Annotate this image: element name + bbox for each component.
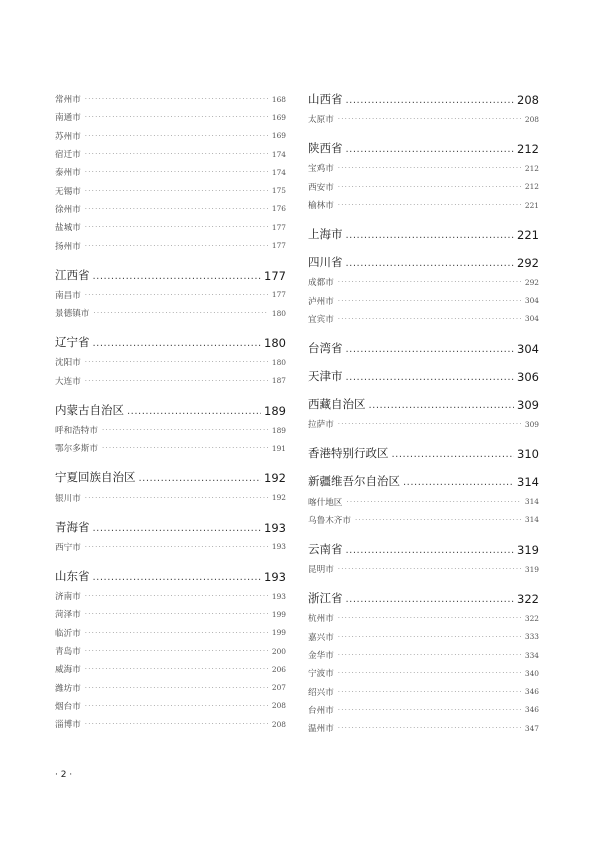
city-entry[interactable]: [55, 353, 286, 371]
dot-leader: [338, 688, 521, 696]
dot-leader: [85, 377, 268, 385]
dot-leader: [338, 614, 521, 622]
province-entry[interactable]: [55, 567, 286, 584]
city-name: 泸州市: [308, 296, 334, 307]
city-name: 潍坊市: [55, 683, 81, 694]
city-entry[interactable]: [55, 587, 286, 605]
province-page-number: 177: [264, 268, 286, 283]
city-entry[interactable]: [308, 178, 539, 196]
city-name: 西安市: [308, 182, 334, 193]
province-page-number: 180: [264, 336, 286, 351]
dot-leader: [338, 706, 521, 714]
city-entry[interactable]: [55, 439, 286, 457]
city-entry[interactable]: [55, 108, 286, 126]
city-page-number: 304: [524, 314, 539, 324]
dot-leader: [85, 242, 268, 250]
province-entry[interactable]: [55, 266, 286, 283]
province-entry[interactable]: [308, 540, 539, 557]
dot-leader: [139, 472, 262, 485]
dot-leader: [338, 669, 521, 677]
toc-right-column: [308, 90, 539, 737]
dot-leader: [102, 444, 268, 452]
city-name: 苏州市: [55, 131, 81, 142]
city-page-number: 334: [524, 650, 539, 660]
dot-leader: [93, 309, 268, 317]
dot-leader: [85, 358, 268, 366]
city-page-number: 191: [271, 443, 286, 453]
city-page-number: 192: [271, 493, 286, 503]
city-entry[interactable]: [308, 664, 539, 682]
city-name: 宜宾市: [308, 314, 334, 325]
city-entry[interactable]: [308, 628, 539, 646]
city-entry[interactable]: [55, 715, 286, 733]
province-name: 青海省: [55, 519, 90, 534]
dot-leader: [102, 426, 268, 434]
city-name: 济南市: [55, 592, 81, 603]
city-entry[interactable]: [55, 642, 286, 660]
province-group: [308, 367, 539, 384]
city-page-number: 221: [524, 200, 539, 210]
city-page-number: 180: [271, 308, 286, 318]
dot-leader: [346, 343, 515, 356]
province-group: [55, 518, 286, 556]
province-name: 宁夏回族自治区: [55, 470, 136, 485]
province-page-number: 292: [517, 256, 539, 271]
province-name: 西藏自治区: [308, 397, 366, 412]
dot-leader: [338, 278, 521, 286]
province-page-number: 189: [264, 403, 286, 418]
city-page-number: 199: [271, 628, 286, 638]
city-page-number: 174: [271, 149, 286, 159]
city-name: 宝鸡市: [308, 164, 334, 175]
province-name: 新疆维吾尔自治区: [308, 474, 400, 489]
city-entry[interactable]: [308, 646, 539, 664]
dot-leader: [346, 143, 515, 156]
province-entry[interactable]: [55, 333, 286, 350]
city-entry[interactable]: [55, 286, 286, 304]
city-page-number: 168: [271, 94, 286, 104]
dot-leader: [346, 544, 515, 557]
city-page-number: 206: [271, 664, 286, 674]
province-name: 上海市: [308, 227, 343, 242]
province-entry[interactable]: [308, 225, 539, 242]
page-number: · 2 ·: [55, 770, 73, 780]
city-name: 大连市: [55, 376, 81, 387]
city-page-number: 208: [524, 114, 539, 124]
city-name: 西宁市: [55, 542, 81, 553]
city-name: 青岛市: [55, 647, 81, 658]
city-name: 菏泽市: [55, 610, 81, 621]
city-entry[interactable]: [55, 145, 286, 163]
province-entry[interactable]: [308, 472, 539, 489]
province-group: [308, 225, 539, 242]
dot-leader: [338, 315, 521, 323]
dot-leader: [93, 571, 262, 584]
city-entry[interactable]: [55, 218, 286, 236]
city-page-number: 346: [524, 687, 539, 697]
city-entry[interactable]: [308, 511, 539, 529]
province-entry[interactable]: [55, 518, 286, 535]
province-name: 辽宁省: [55, 335, 90, 350]
city-entry[interactable]: [55, 538, 286, 556]
dot-leader: [93, 270, 262, 283]
city-name: 绍兴市: [308, 687, 334, 698]
dot-leader: [85, 494, 268, 502]
city-entry[interactable]: [55, 660, 286, 678]
province-entry[interactable]: [308, 339, 539, 356]
dot-leader: [93, 522, 262, 535]
city-name: 太原市: [308, 115, 334, 126]
city-page-number: 177: [271, 222, 286, 232]
city-entry[interactable]: [55, 697, 286, 715]
city-page-number: 175: [271, 186, 286, 196]
province-entry[interactable]: [55, 401, 286, 418]
city-name: 成都市: [308, 278, 334, 289]
city-page-number: 346: [524, 705, 539, 715]
dot-leader: [346, 593, 515, 606]
dot-leader: [85, 647, 268, 655]
city-name: 盐城市: [55, 223, 81, 234]
city-entry[interactable]: [55, 200, 286, 218]
province-page-number: 304: [517, 342, 539, 357]
province-name: 台湾省: [308, 341, 343, 356]
city-entry[interactable]: [308, 291, 539, 309]
dot-leader: [338, 651, 521, 659]
dot-leader: [346, 257, 515, 270]
province-name: 香港特别行政区: [308, 446, 389, 461]
city-entry[interactable]: [308, 110, 539, 128]
city-entry[interactable]: [308, 492, 539, 510]
city-entry[interactable]: [55, 624, 286, 642]
dot-leader: [355, 516, 521, 524]
dot-leader: [369, 399, 515, 412]
province-page-number: 309: [517, 398, 539, 413]
province-entry[interactable]: [308, 139, 539, 156]
city-entry[interactable]: [55, 181, 286, 199]
city-name: 鄂尔多斯市: [55, 444, 98, 455]
dot-leader: [85, 205, 268, 213]
city-name: 威海市: [55, 665, 81, 676]
city-page-number: 193: [271, 591, 286, 601]
city-entry[interactable]: [55, 90, 286, 108]
city-page-number: 309: [524, 419, 539, 429]
dot-leader: [338, 297, 521, 305]
province-name: 天津市: [308, 369, 343, 384]
city-entry[interactable]: [308, 609, 539, 627]
province-page-number: 306: [517, 370, 539, 385]
city-page-number: 347: [524, 723, 539, 733]
province-group: [308, 253, 539, 328]
dot-leader: [85, 665, 268, 673]
dot-leader: [338, 420, 521, 428]
province-entry[interactable]: [308, 395, 539, 412]
city-name: 常州市: [55, 95, 81, 106]
dot-leader: [346, 229, 515, 242]
province-group: [308, 540, 539, 578]
province-group: [308, 444, 539, 461]
dot-leader: [85, 684, 268, 692]
city-page-number: 169: [271, 112, 286, 122]
province-name: 江西省: [55, 267, 90, 282]
province-page-number: 192: [264, 471, 286, 486]
dot-leader: [85, 629, 268, 637]
province-page-number: 314: [517, 475, 539, 490]
dot-leader: [338, 724, 521, 732]
city-page-number: 314: [524, 515, 539, 525]
dot-leader: [85, 168, 268, 176]
province-name: 山东省: [55, 569, 90, 584]
dot-leader: [338, 565, 521, 573]
city-page-number: 292: [524, 277, 539, 287]
dot-leader: [85, 592, 268, 600]
city-entry[interactable]: [55, 127, 286, 145]
city-name: 昆明市: [308, 565, 334, 576]
dot-leader: [338, 164, 521, 172]
city-name: 沈阳市: [55, 358, 81, 369]
dot-leader: [392, 448, 515, 461]
city-page-number: 189: [271, 425, 286, 435]
city-name: 台州市: [308, 705, 334, 716]
dot-leader: [85, 610, 268, 618]
city-entry[interactable]: [308, 415, 539, 433]
province-page-number: 322: [517, 592, 539, 607]
city-name: 乌鲁木齐市: [308, 515, 351, 526]
dot-leader: [85, 720, 268, 728]
province-group: [308, 589, 539, 737]
city-entry[interactable]: [55, 236, 286, 254]
province-page-number: 193: [264, 570, 286, 585]
city-page-number: 200: [271, 646, 286, 656]
city-name: 南通市: [55, 113, 81, 124]
dot-leader: [338, 633, 521, 641]
city-page-number: 177: [271, 241, 286, 251]
dot-leader: [85, 543, 268, 551]
city-entry[interactable]: [308, 719, 539, 737]
province-name: 内蒙古自治区: [55, 402, 124, 417]
city-name: 泰州市: [55, 168, 81, 179]
city-page-number: 208: [271, 701, 286, 711]
province-page-number: 310: [517, 447, 539, 462]
province-group: [55, 333, 286, 390]
city-page-number: 208: [271, 719, 286, 729]
city-page-number: 193: [271, 542, 286, 552]
city-name: 无锡市: [55, 186, 81, 197]
province-page-number: 193: [264, 520, 286, 535]
city-name: 喀什地区: [308, 497, 343, 508]
province-entry[interactable]: [308, 367, 539, 384]
province-name: 陕西省: [308, 141, 343, 156]
city-name: 徐州市: [55, 204, 81, 215]
province-group: [55, 266, 286, 323]
province-entry[interactable]: [308, 90, 539, 107]
province-page-number: 208: [517, 93, 539, 107]
city-page-number: 340: [524, 668, 539, 678]
city-entry[interactable]: [308, 273, 539, 291]
city-entry[interactable]: [308, 310, 539, 328]
dot-leader: [85, 223, 268, 231]
city-page-number: 314: [524, 497, 539, 507]
city-entry[interactable]: [308, 159, 539, 177]
city-name: 临沂市: [55, 628, 81, 639]
province-entry[interactable]: [55, 468, 286, 485]
dot-leader: [403, 476, 514, 489]
city-entry[interactable]: [55, 421, 286, 439]
province-group: [308, 139, 539, 214]
province-group: [308, 339, 539, 356]
city-name: 宿迁市: [55, 150, 81, 161]
city-name: 南昌市: [55, 290, 81, 301]
dot-leader: [85, 95, 268, 103]
city-name: 榆林市: [308, 201, 334, 212]
province-page-number: 212: [517, 142, 539, 157]
city-name: 宁波市: [308, 669, 334, 680]
dot-leader: [85, 113, 268, 121]
dot-leader: [346, 94, 515, 107]
dot-leader: [85, 132, 268, 140]
city-page-number: 322: [524, 613, 539, 623]
city-entry[interactable]: [55, 605, 286, 623]
city-entry[interactable]: [55, 163, 286, 181]
city-name: 杭州市: [308, 614, 334, 625]
city-page-number: 212: [524, 163, 539, 173]
dot-leader: [85, 702, 268, 710]
city-page-number: 169: [271, 131, 286, 141]
dot-leader: [85, 291, 268, 299]
dot-leader: [85, 150, 268, 158]
city-name: 金华市: [308, 651, 334, 661]
city-name: 银川市: [55, 493, 81, 504]
dot-leader: [346, 371, 515, 384]
city-name: 景德镇市: [55, 309, 90, 320]
toc-left-column: [55, 90, 286, 733]
province-entry[interactable]: [308, 253, 539, 270]
province-group: [55, 401, 286, 458]
province-page-number: 319: [517, 542, 539, 557]
dot-leader: [127, 405, 261, 418]
province-group: [55, 90, 286, 255]
province-name: 山西省: [308, 92, 343, 106]
city-page-number: 199: [271, 609, 286, 619]
city-name: 拉萨市: [308, 420, 334, 431]
province-entry[interactable]: [308, 589, 539, 606]
province-name: 浙江省: [308, 591, 343, 606]
city-entry[interactable]: [308, 560, 539, 578]
city-page-number: 304: [524, 296, 539, 306]
province-group: [308, 472, 539, 529]
city-entry[interactable]: [308, 682, 539, 700]
city-page-number: 333: [524, 632, 539, 642]
dot-leader: [338, 115, 521, 123]
dot-leader: [85, 187, 268, 195]
city-entry[interactable]: [308, 196, 539, 214]
city-page-number: 187: [271, 376, 286, 386]
province-name: 云南省: [308, 541, 343, 556]
dot-leader: [346, 498, 521, 506]
city-page-number: 180: [271, 357, 286, 367]
city-name: 淄博市: [55, 720, 81, 731]
city-entry[interactable]: [308, 701, 539, 719]
city-page-number: 177: [271, 290, 286, 300]
city-page-number: 174: [271, 167, 286, 177]
dot-leader: [338, 201, 521, 209]
province-group: [308, 395, 539, 433]
dot-leader: [93, 337, 262, 350]
province-name: 四川省: [308, 255, 343, 270]
city-entry[interactable]: [55, 372, 286, 390]
province-entry[interactable]: [308, 444, 539, 461]
city-entry[interactable]: [55, 488, 286, 506]
city-entry[interactable]: [55, 679, 286, 697]
city-page-number: 212: [524, 182, 539, 192]
province-group: [308, 90, 539, 128]
city-entry[interactable]: [55, 304, 286, 322]
city-name: 呼和浩特市: [55, 426, 98, 436]
city-page-number: 176: [271, 204, 286, 214]
province-group: [55, 468, 286, 506]
city-name: 烟台市: [55, 701, 81, 712]
city-name: 嘉兴市: [308, 632, 334, 643]
city-name: 温州市: [308, 724, 334, 735]
city-page-number: 319: [524, 564, 539, 574]
city-page-number: 207: [271, 683, 286, 693]
city-name: 扬州市: [55, 241, 81, 252]
province-group: [55, 567, 286, 733]
dot-leader: [338, 183, 521, 191]
province-page-number: 221: [517, 228, 539, 243]
